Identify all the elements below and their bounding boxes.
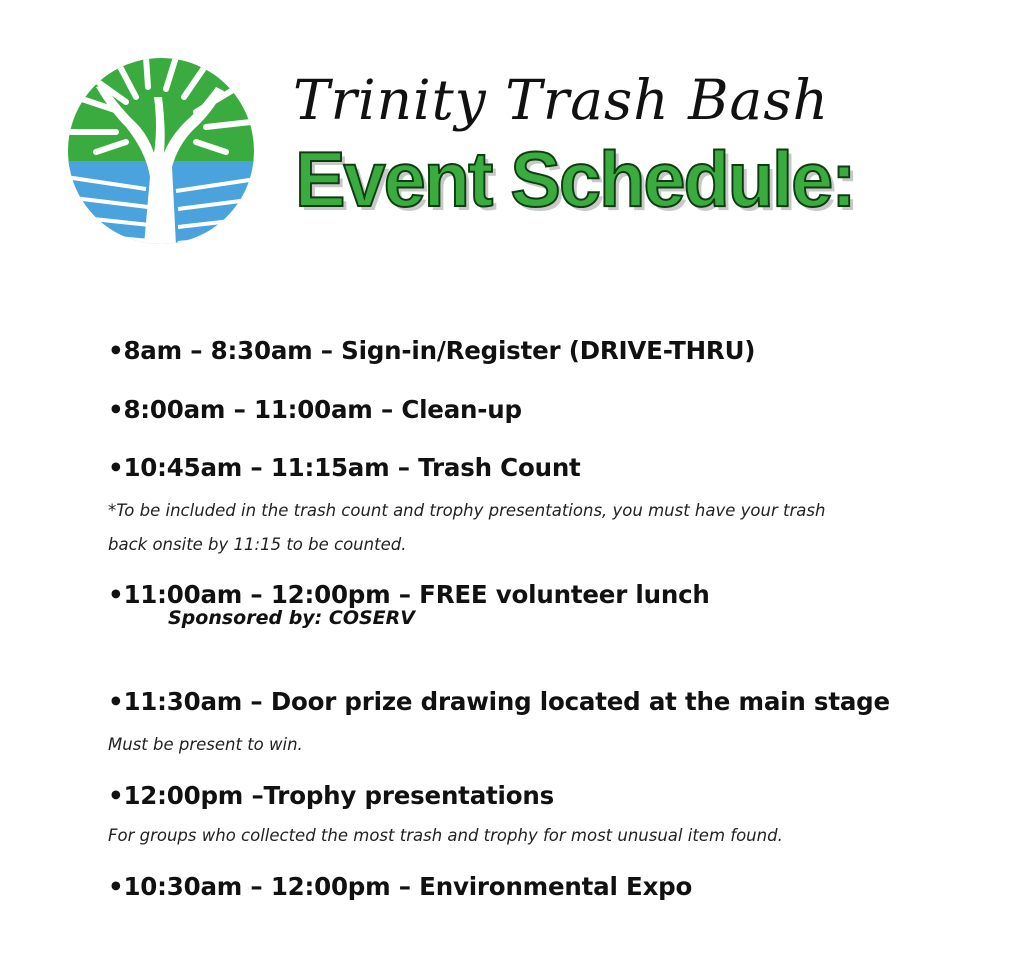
schedule-item-cleanup: •8:00am – 11:00am – Clean-up (108, 395, 522, 424)
lunch-sponsor-note: Sponsored by: COSERV (168, 607, 415, 629)
event-title-script: Trinity Trash Bash (293, 68, 829, 132)
schedule-item-signin: •8am – 8:30am – Sign-in/Register (DRIVE-THRU) (108, 336, 756, 365)
schedule-item-trophy: •12:00pm –Trophy presentations (108, 781, 554, 810)
trash-count-note-line1: *To be included in the trash count and trophy presentations, you must have your trash (108, 501, 826, 520)
door-prize-note: Must be present to win. (108, 735, 303, 754)
trophy-note: For groups who collected the most trash and trophy for most unusual item found. (108, 826, 783, 845)
trash-count-note-line2: back onsite by 11:15 to be counted. (108, 535, 407, 554)
schedule-item-expo: •10:30am – 12:00pm – Environmental Expo (108, 872, 693, 901)
schedule-item-door-prize: •11:30am – Door prize drawing located at the main stage (108, 687, 890, 716)
schedule-item-lunch: •11:00am – 12:00pm – FREE volunteer lunch (108, 580, 710, 609)
tree-logo-icon (66, 57, 256, 245)
event-schedule-heading: Event Schedule: (295, 135, 855, 223)
schedule-item-trash-count: •10:45am – 11:15am – Trash Count (108, 453, 581, 482)
